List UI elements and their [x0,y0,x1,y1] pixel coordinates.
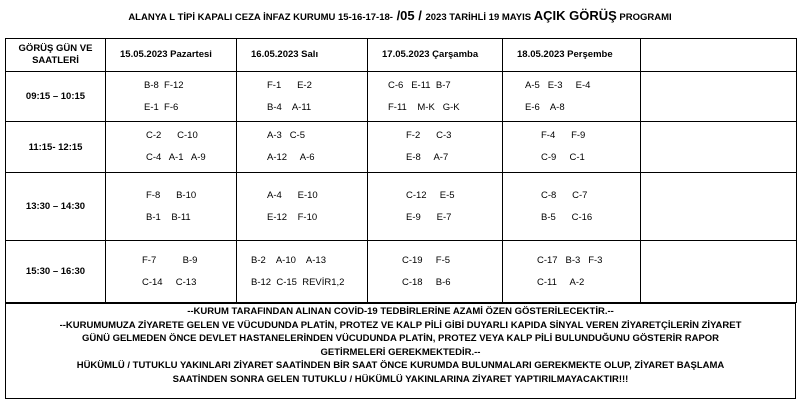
cell-line [146,202,236,212]
cell-line [537,267,640,277]
cell-line: E-6 A-8 [525,101,565,113]
cell-line: C-17 B-3 F-3 [537,254,603,266]
cell-line: B-4 A-11 [267,101,312,113]
schedule-cell [106,241,237,303]
cell-line: A-5 E-3 E-4 [525,79,591,91]
cell-line: B-8 F-12 [144,79,184,91]
schedule-cell [641,122,797,173]
schedule-cell [503,122,641,173]
cell-line [402,267,502,277]
title-year: 2023 TARİHLİ 19 MAYIS [425,12,534,23]
cell-line: F-2 C-3 [406,130,452,141]
notes-box [5,303,796,399]
cell-line: F-7 B-9 [142,254,198,266]
schedule-table [5,38,797,303]
cell-line: C-14 C-13 [142,276,197,288]
title-prefix: ALANYA L TİPİ KAPALI CEZA İNFAZ KURUMU 15-16-17-18- [128,12,393,23]
cell-line [541,142,640,152]
schedule-body [6,72,797,303]
cell-line: F-1 E-2 [267,79,312,91]
cell-line: B-1 B-11 [146,211,191,223]
schedule-row [6,122,797,173]
cell-line: B-12 C-15 REVİR1,2 [251,276,345,288]
cell-line [267,92,367,102]
cell-line: F-8 B-10 [146,189,197,201]
schedule-cell [237,72,368,122]
title-program-type: AÇIK GÖRÜŞ [533,8,617,23]
cell-line: E-12 F-10 [267,211,318,223]
cell-line: F-4 F-9 [541,130,586,141]
schedule-cell [641,241,797,303]
cell-line: A-3 C-5 [267,130,306,141]
schedule-cell [106,122,237,173]
cell-line [144,92,236,102]
day-header-thursday: 18.05.2023 Perşembe [503,39,641,72]
title-suffix: PROGRAMI [616,12,672,23]
schedule-row [6,173,797,241]
title-month: /05 / [392,8,426,23]
schedule-row [6,72,797,122]
note-line: HÜKÜMLÜ / TUTUKLU YAKINLARI ZİYARET SAATİNDEN BİR SAAT ÖNCE KURUMDA BULUNMALARI GEREKMEKTE OLUP, ZİYARET BAŞLAMA [76,360,725,371]
cell-line: C-18 B-6 [402,276,451,288]
schedule-cell [368,122,503,173]
schedule-cell [237,241,368,303]
schedule-cell [106,72,237,122]
cell-line [525,92,640,102]
note-line: GETİRMELERİ GEREKMEKTEDİR.-- [320,346,481,358]
cell-line: E-9 E-7 [406,211,452,223]
schedule-cell [503,173,641,241]
note-line: --KURUM TARAFINDAN ALINAN COVİD-19 TEDBİRLERİNE AZAMİ ÖZEN GÖSTERİLECEKTİR.-- [187,306,614,317]
cell-line: A-4 E-10 [267,189,318,201]
cell-line: C-2 C-10 [146,130,198,141]
time-slot: 09:15 – 10:15 [6,72,106,122]
cell-line: C-11 A-2 [537,276,585,288]
cell-line [541,202,640,212]
day-header-tuesday: 16.05.2023 Salı [237,39,368,72]
cell-line: C-12 E-5 [406,189,455,201]
schedule-row [6,241,797,303]
schedule-cell [237,173,368,241]
time-slot: 11:15- 12:15 [6,122,106,173]
cell-line [142,267,236,277]
time-column-header: GÖRÜŞ GÜN VE SAATLERİ [6,39,106,72]
schedule-cell [368,72,503,122]
cell-line [267,142,367,152]
cell-line [251,267,367,277]
cell-line [267,202,367,212]
time-slot: 15:30 – 16:30 [6,241,106,303]
cell-line [406,142,502,152]
cell-line: C-19 F-5 [402,254,451,266]
cell-line: C-8 C-7 [541,189,588,201]
schedule-cell [503,72,641,122]
cell-line [388,92,502,102]
schedule-cell [106,173,237,241]
day-header-empty [641,39,797,72]
schedule-cell [503,241,641,303]
cell-line: C-4 A-1 A-9 [146,152,206,163]
cell-line [406,202,502,212]
note-line: SAATİNDEN SONRA GELEN TUTUKLU / HÜKÜMLÜ YAKINLARINA ZİYARET YAPTIRILMAYACAKTIR!!! [172,373,629,385]
cell-line: B-2 A-10 A-13 [251,254,326,266]
schedule-cell [237,122,368,173]
header-row [6,39,797,72]
cell-line: A-12 A-6 [267,152,315,163]
schedule-cell [368,241,503,303]
cell-line [146,142,236,152]
schedule-cell [368,173,503,241]
time-slot: 13:30 – 14:30 [6,173,106,241]
cell-line: C-9 C-1 [541,152,585,163]
cell-line: F-11 M-K G-K [388,101,460,113]
page-title [0,8,800,23]
note-line: --KURUMUMUZA ZİYARETE GELEN VE VÜCUDUNDA PLATİN, PROTEZ VE KALP PİLİ GİBİ DUYARLI KAPIDA SİNYAL VEREN ZİYARETÇİLERİN ZİYARET [59,319,742,331]
cell-line: E-1 F-6 [144,101,179,113]
day-header-wednesday: 17.05.2023 Çarşamba [368,39,503,72]
cell-line: E-8 A-7 [406,152,449,163]
note-line: GÜNÜ GELMEDEN ÖNCE DEVLET HASTANELERİNDEN VÜCUDUNDA PLATİN, PROTEZ VEYA KALP PİLİ BULUNDUĞUNU GÖSTERİR RAPOR [81,333,720,344]
day-header-monday: 15.05.2023 Pazartesi [106,39,237,72]
schedule-cell [641,173,797,241]
cell-line: C-6 E-11 B-7 [388,79,451,91]
cell-line: B-5 C-16 [541,211,593,223]
schedule-cell [641,72,797,122]
